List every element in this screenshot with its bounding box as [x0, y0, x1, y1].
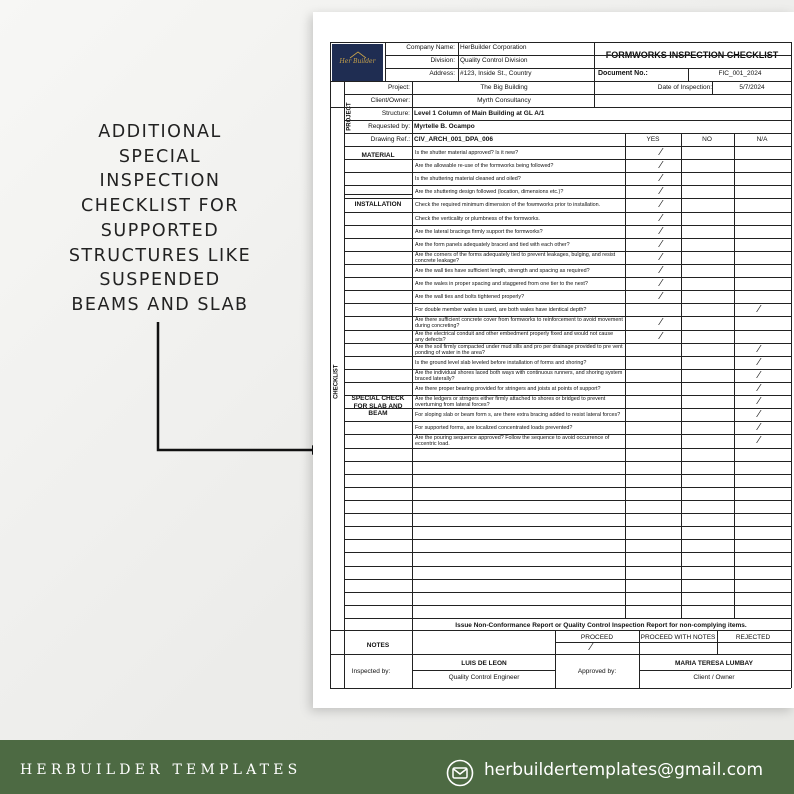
grid-line [344, 434, 791, 435]
contact-email[interactable]: herbuildertemplates@gmail.com [484, 760, 763, 780]
annotation-line: CHECKLIST FOR [81, 196, 239, 217]
requested-value: Myrtelle B. Ocampo [414, 123, 475, 130]
grid-line [330, 42, 791, 43]
date-label: Date of Inspection: [657, 84, 712, 91]
annotation-line: BEAMS AND SLAB [71, 294, 249, 315]
grid-line [385, 42, 386, 81]
grid-line [344, 487, 791, 488]
checklist-item-text: Is the ground level slab leveled before installation of forms and shoring? [415, 359, 587, 366]
annotation-line: STRUCTURES LIKE [68, 245, 252, 266]
check-mark-icon: ⁄ [660, 317, 662, 329]
check-mark-icon: ⁄ [660, 225, 662, 237]
grid-line [344, 513, 791, 514]
grid-line [344, 303, 791, 304]
grid-line [344, 539, 791, 540]
grid-line [330, 688, 791, 689]
col-yes-header: YES [646, 136, 660, 143]
grid-line [344, 343, 791, 344]
grid-line [330, 630, 791, 631]
grid-line [344, 618, 791, 619]
grid-line [594, 55, 791, 56]
checklist-item-text: Are the form panels adequately braced and tied with each other? [415, 241, 570, 248]
grid-line [344, 277, 791, 278]
check-mark-icon: ⁄ [758, 396, 760, 408]
grid-line [344, 395, 791, 396]
category-special: SPECIAL CHECK FOR SLAB AND BEAM [351, 395, 405, 417]
grid-line [712, 81, 713, 94]
notes-label: NOTES [366, 642, 390, 649]
grid-line [625, 133, 626, 618]
checklist-form [330, 42, 791, 688]
grid-line [344, 159, 791, 160]
checklist-item-text: Are there sufficient concrete cover from formworks to reinforcement to avoid movement during concreting? [415, 317, 623, 330]
approver-name: MARIA TERESA LUMBAY [674, 660, 753, 667]
category-installation: INSTALLATION [354, 201, 402, 208]
annotation-line: ADDITIONAL [98, 122, 222, 142]
inspector-role: Quality Control Engineer [448, 674, 520, 681]
grid-line [594, 81, 595, 108]
checklist-item-text: Is the shutter material approved? Is it new? [415, 150, 519, 157]
grid-line [344, 579, 791, 580]
grid-line [344, 369, 791, 370]
grid-line [330, 81, 791, 82]
checklist-item-text: Are the ledgers or strngers either firmly attached to shores or bridged to prevent overturning from lateral forces? [415, 396, 606, 409]
date-value: 5/7/2024 [739, 84, 765, 91]
checklist-item-text: For supported forms, are localized concentrated loads prevented? [415, 425, 573, 432]
division-value: Quality Control Division [460, 57, 528, 64]
grid-line [385, 68, 594, 69]
grid-line [344, 474, 791, 475]
drawing-label: Drawing Ref.: [370, 136, 410, 143]
check-mark-icon: ⁄ [660, 291, 662, 303]
grid-line [330, 42, 331, 688]
grid-line [344, 421, 791, 422]
project-value: The Big Building [480, 84, 528, 91]
grid-line [734, 133, 735, 618]
grid-line [344, 238, 791, 239]
brand-name: HERBUILDER TEMPLATES [20, 762, 302, 778]
grid-line [344, 461, 791, 462]
check-mark-icon: ⁄ [758, 369, 760, 381]
grid-line [344, 566, 791, 567]
inspector-name: LUIS DE LEON [461, 660, 507, 667]
grid-line [594, 68, 791, 69]
grid-line [344, 592, 791, 593]
check-mark-icon: ⁄ [660, 278, 662, 290]
checklist-item-text: Are the wall ties and bolts tightened properly? [415, 294, 525, 301]
grid-line [344, 225, 791, 226]
doc-no-label: Document No.: [598, 70, 648, 77]
checklist-item-text: Are the shuttering design followed (location, dimensions etc.)? [415, 189, 564, 196]
form-title: FORMWORKS INSPECTION CHECKLIST [605, 50, 779, 60]
client-label: Client/Owner: [370, 97, 410, 104]
grid-line [639, 670, 791, 671]
grid-line [458, 42, 459, 81]
project-label: Project: [387, 84, 410, 91]
check-mark-icon: ⁄ [758, 435, 760, 447]
grid-line [344, 552, 791, 553]
grid-line [344, 330, 791, 331]
grid-line [344, 172, 791, 173]
company-logo [332, 44, 383, 81]
grid-line [330, 654, 791, 655]
annotation-line: INSPECTION [99, 171, 221, 192]
grid-line [344, 526, 791, 527]
checklist-sheet [313, 12, 794, 708]
grid-line [344, 382, 791, 383]
grid-line [688, 68, 689, 81]
structure-label: Structure: [381, 110, 410, 117]
checklist-item-text: For double member wales is used, are both wales have identical depth? [415, 307, 587, 314]
doc-no-value: FIC_001_2024 [718, 70, 762, 77]
grid-line [412, 670, 555, 671]
project-side-text: PROJECT [346, 102, 353, 131]
approved-label: Approved by: [577, 668, 617, 675]
drawing-value: CIV_ARCH_001_DPA_006 [414, 136, 494, 143]
check-mark-icon: ⁄ [758, 422, 760, 434]
checklist-item-text: Are the lateral bracings firmly support the formworks? [415, 228, 543, 235]
grid-line [791, 42, 792, 688]
category-material: MATERIAL [361, 152, 395, 159]
check-mark-icon: ⁄ [758, 343, 760, 355]
checklist-item-text: Check the verticality or plumbness of the formworks. [415, 215, 540, 222]
inspected-label: Inspected by: [351, 668, 391, 675]
check-mark-icon: ⁄ [660, 238, 662, 250]
checklist-item-text: For sloping slab or beam form s, are there extra bracing added to resist lateral forces? [415, 412, 621, 419]
issue-note: Issue Non-Conformance Report or Quality Control Inspection Report for non-complying items. [455, 622, 747, 629]
grid-line [344, 251, 791, 252]
check-mark-icon: ⁄ [660, 199, 662, 211]
grid-line [344, 448, 791, 449]
grid-line [344, 198, 791, 199]
checklist-item-text: Are the corners of the forms adequately tied to prevent leakages, bulging, and resist concrete leakage? [415, 251, 616, 264]
check-mark-icon: ⁄ [758, 383, 760, 394]
check-mark-icon: ⁄ [660, 186, 662, 198]
grid-line [344, 264, 791, 265]
checklist-item-text: Are the individual shores laced both ways with continuous runners, and shoring system braced laterally? [415, 369, 623, 382]
checklist-item-text: Are there proper bearing provided for stringers and joists at points of support? [415, 386, 601, 393]
logo-roof-icon [332, 44, 383, 81]
check-mark-icon: ⁄ [758, 304, 760, 316]
checklist-side-text: CHECKLIST [333, 364, 340, 399]
grid-line [344, 408, 791, 409]
check-mark-icon: ⁄ [660, 265, 662, 276]
grid-line [344, 185, 791, 186]
checklist-item-text: Is the shuttering material cleaned and oiled? [415, 176, 521, 183]
grid-line [344, 356, 791, 357]
check-mark-icon: ⁄ [660, 251, 662, 263]
grid-line [330, 107, 344, 108]
grid-line [344, 194, 412, 195]
check-mark-icon: ⁄ [758, 409, 760, 421]
grid-line [555, 642, 791, 643]
checklist-item-text: Are the soil firmly compacted under mud sills and pro per drainage provided to pre vent ponding of water in the area? [415, 343, 623, 356]
annotation-line: SPECIAL [118, 146, 202, 167]
company-value: HerBuilder Corporation [460, 44, 527, 51]
checklist-side-label [332, 352, 342, 412]
checklist-item-text: Are the wales in proper spacing and staggered from one tier to the next? [415, 281, 588, 288]
check-mark-icon: ⁄ [660, 330, 662, 342]
mail-icon [446, 759, 474, 787]
grid-line [639, 630, 640, 688]
proceed-notes-label: PROCEED WITH NOTES [640, 634, 716, 641]
grid-line [344, 290, 791, 291]
grid-line [555, 630, 556, 688]
grid-line [385, 55, 594, 56]
address-label: Address: [429, 70, 455, 77]
proceed-label: PROCEED [580, 634, 614, 641]
requested-label: Requested by: [368, 123, 410, 130]
checklist-item-text: Are the electrical conduit and other embedment properly fixed and would not cause any defects? [415, 330, 614, 343]
checklist-item-text: Are the pouring sequence approved? Follow the sequence to avoid occurrence of eccentric load. [415, 435, 610, 448]
check-mark-icon: ⁄ [660, 173, 662, 185]
check-mark-icon: ⁄ [660, 160, 662, 172]
grid-line [344, 212, 791, 213]
checklist-item-text: Are the allowable re-use of the formworks being followed? [415, 163, 554, 170]
grid-line [344, 605, 791, 606]
col-no-header: NO [702, 136, 712, 143]
logo-text: Her Builder [339, 58, 376, 65]
check-mark-icon: ⁄ [660, 212, 662, 224]
client-value: Myrth Consultancy [477, 97, 531, 104]
checklist-item-text: Are the wall ties have sufficient length, strength and spacing as required? [415, 268, 590, 275]
grid-line [344, 146, 791, 147]
checklist-item-text: Check the required minimum dimension of the fowmworks prior to installation. [415, 202, 601, 209]
division-label: Division: [430, 57, 455, 64]
check-mark-icon: ⁄ [660, 147, 662, 158]
rejected-label: REJECTED [735, 634, 771, 641]
address-value: #123, Inside St., Country [460, 70, 532, 77]
company-label: Company Name: [406, 44, 455, 51]
col-na-header: N/A [756, 136, 768, 143]
annotation-line: SUPPORTED [100, 220, 220, 241]
grid-line [681, 133, 682, 618]
check-mark-icon: ⁄ [758, 356, 760, 368]
structure-value: Level 1 Column of Main Building at GL A/1 [414, 110, 545, 117]
proceed-check-icon: ⁄ [590, 642, 592, 653]
annotation-line: SUSPENDED [99, 270, 221, 291]
grid-line [344, 316, 791, 317]
approver-role: Client / Owner [693, 674, 735, 681]
grid-line [344, 500, 791, 501]
